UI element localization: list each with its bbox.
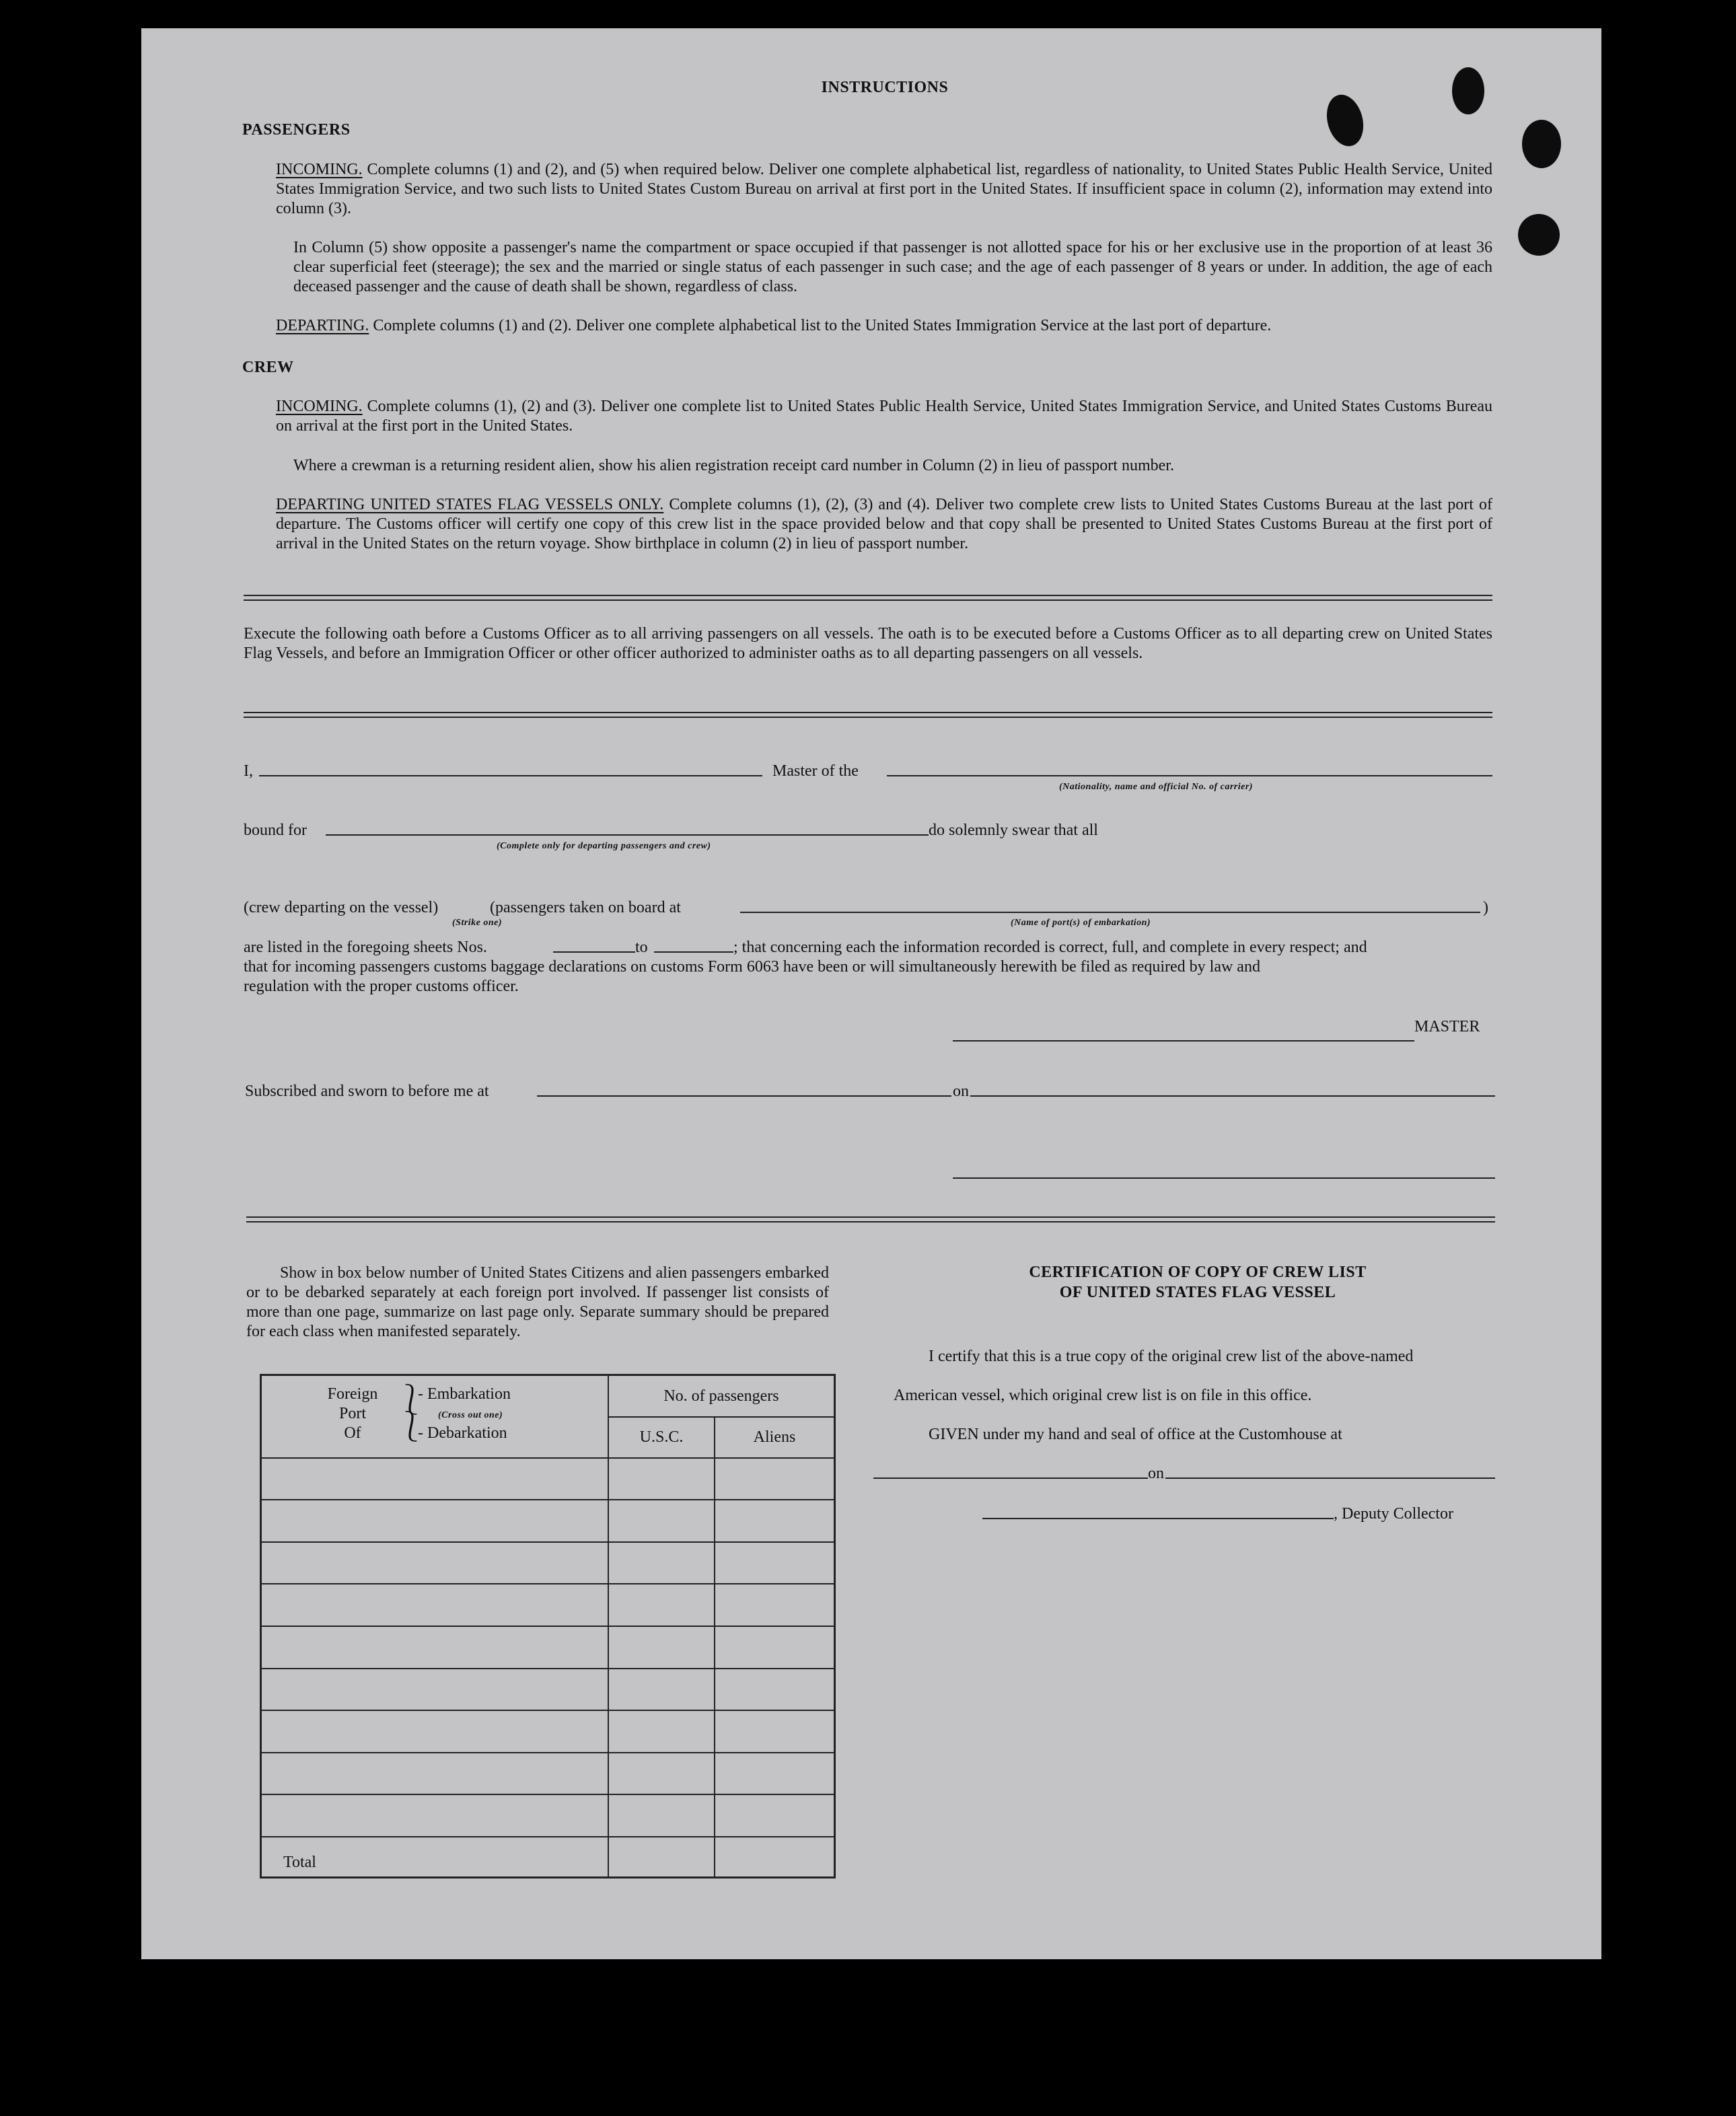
usc-cell[interactable]: [608, 1669, 715, 1711]
officer-signature-line[interactable]: [953, 1177, 1495, 1179]
deputy-collector-label: , Deputy Collector: [1334, 1505, 1453, 1523]
summary-instructions: Show in box below number of United States Citizens and alien passengers embarked or to be debarked separately at each foreign port involved. If passenger list consists of more than one page, summarize on last page only. Separate summary should be prepared for each class when manifested separately.: [246, 1264, 829, 1340]
passengers-taken-option: (passengers taken on board at: [490, 899, 681, 916]
master-name-line[interactable]: [259, 775, 762, 776]
aliens-cell[interactable]: [715, 1794, 835, 1837]
certification-title-line2: OF UNITED STATES FLAG VESSEL: [1059, 1284, 1336, 1301]
master-signature-line[interactable]: [953, 1040, 1414, 1042]
total-usc-cell[interactable]: [608, 1837, 715, 1877]
oath-rest-line1: ; that concerning each the information recorded is correct, full, and complete in every respect; and: [733, 939, 1367, 956]
crew-flag-text: Complete columns (1), (2), (3) and (4). Deliver two complete crew lists to United States Customs Bureau at the last port of departure. The Customs officer will certify one copy of this crew list in the space provided below and that copy shall be presented to United States Customs Bureau at the first port of arrival in the United States on the return voyage. Show birthplace in column (2) in lieu of passport number.: [276, 496, 1493, 552]
master-of-the: Master of the: [772, 762, 859, 780]
oath-instruction: Execute the following oath before a Customs Officer as to all arriving passengers on all vessels. The oath is to be executed before a Customs Officer as to all departing crew on United States Flag Vessels, and before an Immigration Officer or other officer authorized to administer oaths as to all departing passengers on all vessels.: [244, 625, 1492, 662]
brace-upper: ⎱: [396, 1383, 426, 1417]
crew-incoming-text: Complete columns (1), (2) and (3). Deliver one complete list to United States Public Health Service, United States Immigration Service, and United States Customs Bureau on arrival at the first port in the United States.: [276, 398, 1493, 435]
customhouse-line[interactable]: [873, 1477, 1148, 1479]
port-label: Port: [338, 1405, 366, 1423]
column5-paragraph: In Column (5) show opposite a passenger's name the compartment or space occupied if that passenger is not allotted space for his or her exclusive use in the proportion of at least 36 clear superficial feet (steerage); the sex and the married or single status of each passenger in such case; and the age of each passenger of 8 years or under. In addition, the age of each deceased passenger and the cause of death shall be shown, regardless of class.: [293, 239, 1492, 295]
crew-resident-paragraph: Where a crewman is a returning resident alien, show his alien registration receipt card number in Column (2) in lieu of passport number.: [293, 457, 1174, 474]
bound-for-line[interactable]: [326, 834, 929, 836]
oath-rest-line2: that for incoming passengers customs baggage declarations on customs Form 6063 have been or will simultaneously herewith be filed as required by law and: [244, 958, 1260, 976]
port-cell[interactable]: [261, 1753, 609, 1795]
crew-heading: CREW: [242, 359, 294, 376]
crew-departing-option: (crew departing on the vessel): [244, 899, 439, 916]
usc-cell[interactable]: [608, 1542, 715, 1584]
bound-for: bound for: [244, 822, 307, 839]
subscribed-text: Subscribed and sworn to before me at: [245, 1083, 489, 1100]
passengers-departing-label: DEPARTING.: [276, 317, 369, 334]
carrier-line[interactable]: [887, 775, 1492, 776]
certify-text: I certify that this is a true copy of the original crew list of the above-named: [929, 1348, 1414, 1365]
oath-i: I,: [244, 762, 253, 780]
passengers-departing-text: Complete columns (1) and (2). Deliver one complete alphabetical list to the United States Immigration Service at the last port of departure.: [373, 317, 1272, 334]
usc-cell[interactable]: [608, 1584, 715, 1626]
port-cell[interactable]: [261, 1626, 609, 1669]
port-header-cell: [261, 1375, 609, 1458]
foreign-label: Foreign: [327, 1385, 378, 1403]
crew-incoming-paragraph: [276, 397, 1492, 436]
vessel-text: American vessel, which original crew list is on file in this office.: [894, 1387, 1312, 1404]
divider: [244, 712, 1492, 718]
given-text: GIVEN under my hand and seal of office at the Customhouse at: [929, 1426, 1342, 1443]
crew-incoming-label: INCOMING.: [276, 398, 363, 415]
ports-caption: (Name of port(s) of embarkation): [1011, 918, 1151, 928]
sworn-date-line[interactable]: [970, 1095, 1495, 1097]
divider: [246, 1216, 1495, 1223]
aliens-cell[interactable]: [715, 1710, 835, 1753]
passengers-incoming-text: Complete columns (1) and (2), and (5) when required below. Deliver one complete alphabetical list, regardless of nationality, to United States Public Health Service, United States Immigration Service, and two such lists to United States Custom Bureau on arrival at first port in the United States. If insufficient space in column (2), information may extend into column (3).: [276, 161, 1492, 217]
sheet-to-line[interactable]: [654, 951, 733, 953]
usc-cell[interactable]: [608, 1500, 715, 1542]
aliens-cell[interactable]: [715, 1458, 835, 1500]
certification-date-line[interactable]: [1165, 1477, 1495, 1479]
bound-caption: (Complete only for departing passengers and crew): [497, 841, 711, 851]
sworn-place-line[interactable]: [537, 1095, 951, 1097]
port-cell[interactable]: [261, 1458, 609, 1500]
page-title: INSTRUCTIONS: [821, 79, 949, 96]
aliens-cell[interactable]: [715, 1626, 835, 1669]
certification-on: on: [1148, 1465, 1164, 1482]
to-text: to: [635, 939, 648, 956]
crew-flag-label: DEPARTING UNITED STATES FLAG VESSELS ONLY.: [276, 496, 664, 513]
brace-lower: ⎱: [396, 1410, 426, 1444]
punch-hole: [1522, 120, 1561, 168]
usc-cell[interactable]: [608, 1753, 715, 1795]
close-paren: ): [1483, 899, 1488, 916]
aliens-cell[interactable]: [715, 1500, 835, 1542]
usc-cell[interactable]: [608, 1710, 715, 1753]
strike-one-caption: (Strike one): [452, 918, 503, 928]
oath-rest-line3: regulation with the proper customs officer.: [244, 978, 519, 995]
usc-cell[interactable]: [608, 1794, 715, 1837]
of-label: Of: [344, 1424, 361, 1443]
passengers-incoming-paragraph: [276, 160, 1492, 219]
port-cell[interactable]: [261, 1500, 609, 1542]
deputy-signature-line[interactable]: [982, 1518, 1334, 1519]
port-cell[interactable]: [261, 1584, 609, 1626]
sworn-on: on: [953, 1083, 969, 1100]
crew-flag-paragraph: [276, 495, 1492, 554]
ports-line[interactable]: [740, 912, 1480, 913]
certification-title-line1: CERTIFICATION OF COPY OF CREW LIST: [1029, 1264, 1367, 1281]
debarkation-label: - Debarkation: [418, 1424, 507, 1443]
usc-cell[interactable]: [608, 1458, 715, 1500]
no-passengers-header: No. of passengers: [608, 1375, 835, 1418]
aliens-cell[interactable]: [715, 1584, 835, 1626]
passengers-heading: PASSENGERS: [242, 121, 351, 139]
master-label: MASTER: [1414, 1018, 1480, 1035]
aliens-header: Aliens: [715, 1417, 835, 1457]
port-cell[interactable]: [261, 1710, 609, 1753]
usc-cell[interactable]: [608, 1626, 715, 1669]
aliens-cell[interactable]: [715, 1542, 835, 1584]
embarkation-label: - Embarkation: [418, 1385, 511, 1403]
passenger-summary-table: [260, 1374, 836, 1878]
punch-hole: [1452, 67, 1484, 114]
passengers-departing-paragraph: [276, 316, 1492, 336]
swear-text: do solemnly swear that all: [929, 822, 1098, 839]
listed-text: are listed in the foregoing sheets Nos.: [244, 939, 487, 956]
sheet-from-line[interactable]: [553, 951, 635, 953]
total-cell: [261, 1837, 609, 1877]
cross-out-caption: (Cross out one): [438, 1410, 503, 1421]
divider: [244, 595, 1492, 601]
punch-hole: [1518, 214, 1560, 256]
port-cell[interactable]: [261, 1669, 609, 1711]
port-cell[interactable]: [261, 1794, 609, 1837]
port-cell[interactable]: [261, 1542, 609, 1584]
passengers-incoming-label: INCOMING.: [276, 161, 363, 178]
aliens-cell[interactable]: [715, 1669, 835, 1711]
total-label: Total: [283, 1854, 316, 1871]
total-aliens-cell[interactable]: [715, 1837, 835, 1877]
aliens-cell[interactable]: [715, 1753, 835, 1795]
carrier-caption: (Nationality, name and official No. of carrier): [1059, 782, 1253, 792]
usc-header: U.S.C.: [608, 1417, 715, 1457]
